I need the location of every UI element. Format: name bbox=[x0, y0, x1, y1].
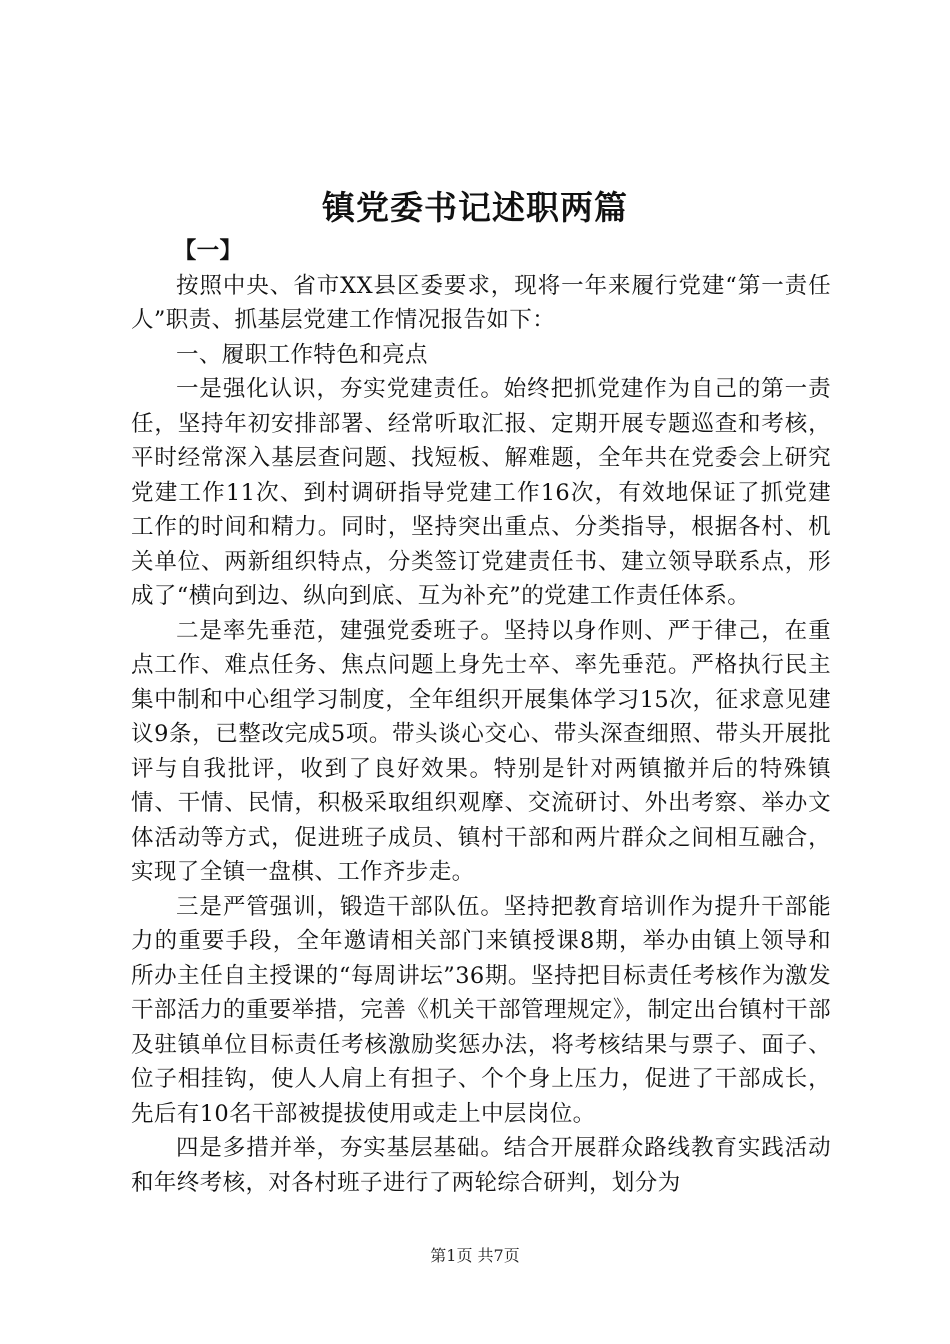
page-footer: 第1页 共7页 bbox=[430, 1246, 520, 1265]
document-body bbox=[131, 234, 831, 1200]
paragraph-3: 三是严管强训，锻造干部队伍。坚持把教育培训作为提升干部能力的重要手段，全年邀请相关部门来镇授课8期，举办由镇上领导和所办主任自主授课的“每周讲坛”36期。坚持把目标责任考核作为激发干部活力的重要举措，完善《机关干部管理规定》，制定出台镇村干部及驻镇单位目标责任考核激励奖惩办法，将考核结果与票子、面子、位子相挂钩，使人人肩上有担子、个个身上压力，促进了干部成长，先后有10名干部被提拔使用或走上中层岗位。 bbox=[131, 893, 831, 1127]
document-title: 镇党委书记述职两篇 bbox=[322, 188, 628, 227]
paragraph-intro: 按照中央、省市XX县区委要求，现将一年来履行党建“第一责任人”职责、抓基层党建工作情况报告如下： bbox=[131, 272, 831, 333]
paragraph-2: 二是率先垂范，建强党委班子。坚持以身作则、严于律己，在重点工作、难点任务、焦点问题上身先士卒、率先垂范。严格执行民主集中制和中心组学习制度，全年组织开展集体学习15次，征求意见建议9条，已整改完成5项。带头谈心交心、带头深查细照、带头开展批评与自我批评，收到了良好效果。特别是针对两镇撤并后的特殊镇情、干情、民情，积极采取组织观摩、交流研讨、外出考察、举办文体活动等方式，促进班子成员、镇村干部和两片群众之间相互融合，实现了全镇一盘棋、工作齐步走。 bbox=[131, 617, 831, 885]
paragraph-heading-1: 一、履职工作特色和亮点 bbox=[176, 341, 428, 368]
section-marker: 【一】 bbox=[173, 238, 243, 264]
paragraph-1: 一是强化认识，夯实党建责任。始终把抓党建作为自己的第一责任，坚持年初安排部署、经常听取汇报、定期开展专题巡查和考核，平时经常深入基层查问题、找短板、解难题，全年共在党委会上研究党建工作11次、到村调研指导党建工作16次，有效地保证了抓党建工作的时间和精力。同时，坚持突出重点、分类指导，根据各村、机关单位、两新组织特点，分类签订党建责任书、建立领导联系点，形成了“横向到边、纵向到底、互为补充”的党建工作责任体系。 bbox=[131, 376, 831, 609]
paragraph-4: 四是多措并举，夯实基层基础。结合开展群众路线教育实践活动和年终考核，对各村班子进行了两轮综合研判，划分为 bbox=[131, 1135, 831, 1196]
